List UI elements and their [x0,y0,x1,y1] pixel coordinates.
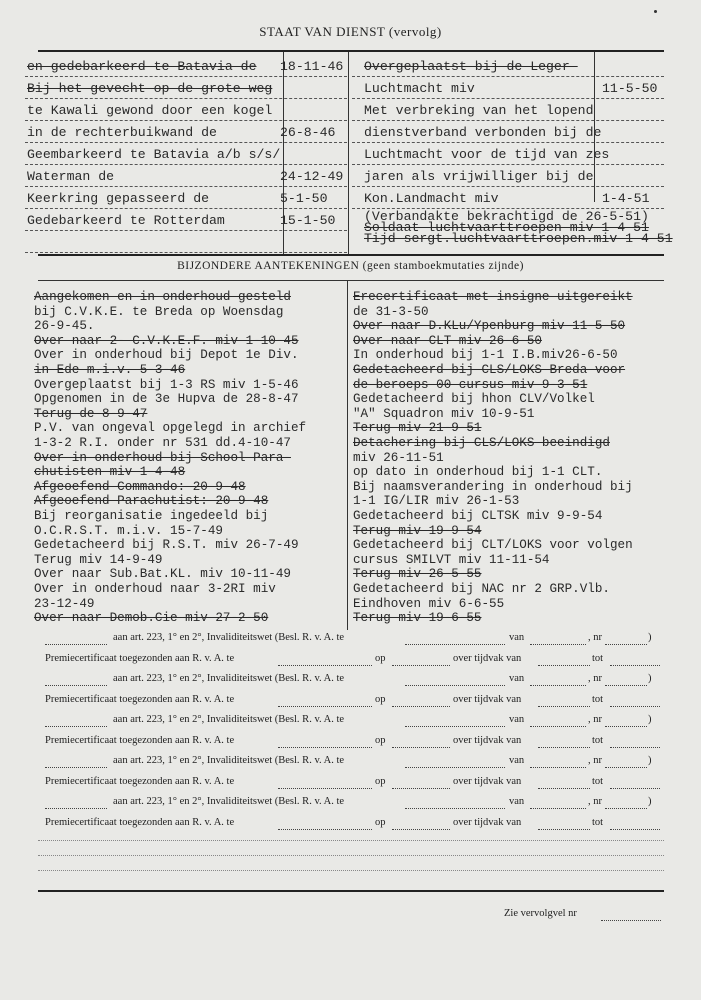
empty-rule [38,840,664,841]
form-blank [405,767,505,768]
note-left-entry: Opgenomen in de 3e Hupva de 28-8-47 [34,392,299,407]
note-left-entry: Over in onderhoud bij Depot 1e Div. [34,348,299,363]
note-left-entry: chutisten miv 1-4-48 [34,465,186,480]
note-left-entry: Terug miv 14-9-49 [34,552,163,567]
service-row-rule [25,98,347,99]
service-entry: in de rechterbuikwand de [27,125,217,140]
note-right-entry: cursus SMILVT miv 11-11-54 [353,552,550,567]
punch-mark [654,10,657,13]
note-right-entry: Terug miv 19-6-55 [353,611,482,626]
form-op-label: op [375,775,386,787]
form-blank [605,726,647,727]
form-blank [45,644,107,645]
form-tijdvak-label: over tijdvak van [453,816,522,828]
note-right-entry: Detachering bij CLS/LOKS beeindigd [353,436,610,450]
service-row-rule [25,186,347,187]
form-blank [610,665,660,666]
form-blank [392,788,450,789]
form-tot-label: tot [592,775,604,787]
service-right-date: 11-5-50 [602,81,658,96]
form-blank [45,726,107,727]
form-nr-label: , nr [588,755,602,766]
service-row-rule [352,142,664,143]
form-blank [530,767,586,768]
note-right-entry: Bij naamsverandering in onderhoud bij [353,479,633,494]
note-left-entry: O.C.R.S.T. m.i.v. 15-7-49 [34,523,223,538]
form-invalid-text: aan art. 223, 1° en 2°, Invaliditeitswet (Besl. R. v. A. te [113,632,345,643]
form-blank [530,644,586,645]
header-rule [38,50,664,52]
service-right-entry: Luchtmacht miv [364,81,475,96]
note-right-entry: Terug miv 21-9-51 [353,421,482,436]
note-right-entry: Over naar D.KLu/Ypenburg miv 11-5-50 [353,319,626,334]
service-row-rule [25,142,347,143]
form-van-label: van [509,796,525,807]
form-tijdvak-label: over tijdvak van [453,775,522,787]
note-right-entry: Gedetacheerd bij CLS/LOKS Breda voor [353,363,626,377]
form-blank [605,644,647,645]
form-blank [610,829,660,830]
note-left-entry: 26-9-45. [34,319,95,334]
form-blank [45,767,107,768]
service-right-entry: Kon.Landmacht miv [364,191,499,206]
service-entry-date: 15-1-50 [280,213,336,228]
form-blank [278,665,372,666]
form-van-label: van [509,632,525,643]
note-left-entry: Terug de 8-9-47 [34,406,148,421]
service-right-entry: Soldaat luchtvaarttroepen miv 1-4-51 [364,220,649,235]
service-row-rule [25,120,347,121]
note-left-entry: Over naar Demob.Cie miv 27-2-50 [34,611,269,626]
note-left-entry: 1-3-2 R.I. onder nr 531 dd.4-10-47 [34,436,291,450]
note-right-entry: Gedetacheerd bij NAC nr 2 GRP.Vlb. [353,582,610,596]
form-blank [605,685,647,686]
note-left-entry: Bij reorganisatie ingedeeld bij [34,509,269,523]
note-left-entry: in Ede m.i.v. 5-3-46 [34,363,186,377]
service-entry: Keerkring gepasseerd de [27,191,210,206]
form-blank [45,685,107,686]
form-blank [278,788,372,789]
note-left-entry: Gedetacheerd bij R.S.T. miv 26-7-49 [34,538,299,553]
form-blank [405,685,505,686]
service-row-rule [25,164,347,165]
form-tot-label: tot [592,734,604,746]
form-blank [278,747,372,748]
form-nr-label: , nr [588,632,602,643]
form-van-label: van [509,673,525,684]
service-right-entry: (Verbandakte bekrachtigd de 26-5-51) [364,209,649,224]
note-left-entry: P.V. van ongeval opgelegd in archief [34,421,307,436]
service-row-rule [352,76,664,77]
form-blank [530,685,586,686]
form-op-label: op [375,652,386,664]
form-close: ) [648,796,652,807]
form-invalid-text: aan art. 223, 1° en 2°, Invaliditeitswet (Besl. R. v. A. te [113,755,345,766]
service-entry: Gedebarkeerd te Rotterdam [27,213,225,228]
form-blank [605,767,647,768]
note-right-entry: Eindhoven miv 6-6-55 [353,596,505,611]
form-blank [538,706,590,707]
form-blank [610,747,660,748]
form-op-label: op [375,816,386,828]
note-left-entry: 23-12-49 [34,596,95,611]
service-entry: te Kawali gewond door een kogel [27,103,273,118]
form-blank [278,706,372,707]
empty-rule [38,870,664,871]
service-row-rule [25,208,347,209]
form-blank [530,726,586,727]
form-op-label: op [375,734,386,746]
form-blank [405,644,505,645]
form-close: ) [648,755,652,766]
form-tot-label: tot [592,693,604,705]
form-premie-text: Premiecertificaat toegezonden aan R. v. A. te [45,734,235,746]
note-left-entry: Over naar Sub.Bat.KL. miv 10-11-49 [34,567,291,582]
note-right-entry: Terug miv 26-5-55 [353,567,482,582]
service-right-entry: Overgeplaatst bij de Leger- [364,59,578,74]
form-van-label: van [509,755,525,766]
note-left-entry: Aangekomen en in onderhoud gesteld [34,290,291,304]
note-right-entry: 1-1 IG/LIR miv 26-1-53 [353,494,520,509]
service-row-rule [352,186,664,187]
note-right-entry: op dato in onderhoud bij 1-1 CLT. [353,465,603,480]
service-right-entry: Tijd sergt.luchtvaarttroepen.miv 1-4-51 [364,231,673,246]
note-right-entry: In onderhoud bij 1-1 I.B.miv26-6-50 [353,348,618,363]
continuation-label: Zie vervolgvel nr [504,908,577,919]
service-divider [348,52,349,254]
form-blank [538,665,590,666]
form-premie-text: Premiecertificaat toegezonden aan R. v. A. te [45,816,235,828]
form-blank [392,747,450,748]
note-right-entry: de beroeps 00 cursus miv 9-3-51 [353,377,588,392]
form-op-label: op [375,693,386,705]
form-close: ) [648,632,652,643]
form-tijdvak-label: over tijdvak van [453,652,522,664]
form-blank [392,706,450,707]
note-right-entry: de 31-3-50 [353,304,429,319]
notes-divider [347,280,348,630]
form-invalid-text: aan art. 223, 1° en 2°, Invaliditeitswet (Besl. R. v. A. te [113,714,345,725]
note-left-entry: Over in onderhoud naar 3-2RI miv [34,582,276,596]
service-entry-date: 24-12-49 [280,169,344,184]
note-left-entry: Over in onderhoud bij School Para- [34,450,291,465]
service-entry: Waterman de [27,169,115,184]
service-entry-date: 5-1-50 [280,191,328,206]
note-left-entry: Overgeplaatst bij 1-3 RS miv 1-5-46 [34,377,299,392]
form-blank [392,829,450,830]
form-blank [530,808,586,809]
service-row-rule [25,76,347,77]
form-blank [610,788,660,789]
form-blank [45,808,107,809]
page-title: STAAT VAN DIENST (vervolg) [259,24,442,39]
form-invalid-text: aan art. 223, 1° en 2°, Invaliditeitswet (Besl. R. v. A. te [113,673,345,684]
form-blank [405,726,505,727]
service-entry-date: 26-8-46 [280,125,336,140]
note-right-entry: Gedetacheerd bij hhon CLV/Volkel [353,392,595,407]
service-right-entry: Luchtmacht voor de tijd van zes [364,147,610,162]
service-row-rule [352,120,664,121]
service-entry: Geembarkeerd te Batavia a/b s/s/ [27,147,281,162]
note-left-entry: Over naar 2- C.V.K.E.F. miv 1-10-45 [34,333,299,348]
form-blank [392,665,450,666]
section-rule [38,254,664,256]
form-tot-label: tot [592,652,604,664]
form-blank [538,747,590,748]
service-row-rule [352,164,664,165]
form-blank [538,829,590,830]
form-tijdvak-label: over tijdvak van [453,734,522,746]
form-nr-label: , nr [588,796,602,807]
service-right-entry: Met verbreking van het lopend [364,103,594,118]
note-right-entry: Erecertificaat met insigne uitgereikt [353,290,633,304]
note-right-entry: Gedetacheerd bij CLT/LOKS voor volgen [353,538,633,553]
service-entry: en gedebarkeerd te Batavia de [27,59,257,74]
form-nr-label: , nr [588,714,602,725]
note-right-entry: "A" Squadron miv 10-9-51 [353,406,535,421]
form-premie-text: Premiecertificaat toegezonden aan R. v. A. te [45,775,235,787]
form-blank [610,706,660,707]
note-left-entry: bij C.V.K.E. te Breda op Woensdag [34,304,284,319]
bottom-rule [38,890,664,892]
form-close: ) [648,714,652,725]
form-blank [538,788,590,789]
service-row-rule [25,252,347,253]
form-invalid-text: aan art. 223, 1° en 2°, Invaliditeitswet (Besl. R. v. A. te [113,796,345,807]
note-right-entry: Over naar CLT miv 26-6-50 [353,333,542,348]
note-left-entry: Afgeoefend Commando: 20-9-48 [34,479,246,494]
form-tijdvak-label: over tijdvak van [453,693,522,705]
form-tot-label: tot [592,816,604,828]
form-close: ) [648,673,652,684]
continuation-blank [601,920,661,921]
service-entry-date: 18-11-46 [280,59,344,74]
service-row-rule [352,98,664,99]
section-title-notes: BIJZONDERE AANTEKENINGEN (geen stamboekmutaties zijnde) [177,260,524,272]
note-right-entry: Terug miv 19-9-54 [353,523,482,538]
service-right-entry: dienstverband verbonden bij de [364,125,602,140]
service-entry: Bij het gevecht op de grote weg [27,81,273,96]
form-blank [405,808,505,809]
form-nr-label: , nr [588,673,602,684]
empty-rule [38,855,664,856]
form-blank [278,829,372,830]
service-row-rule [25,230,347,231]
notes-top-rule [38,280,664,281]
note-right-entry: miv 26-11-51 [353,450,444,465]
form-premie-text: Premiecertificaat toegezonden aan R. v. A. te [45,652,235,664]
form-premie-text: Premiecertificaat toegezonden aan R. v. A. te [45,693,235,705]
service-right-date: 1-4-51 [602,191,650,206]
note-right-entry: Gedetacheerd bij CLTSK miv 9-9-54 [353,509,603,523]
form-van-label: van [509,714,525,725]
service-right-entry: jaren als vrijwilliger bij de [364,169,594,184]
note-left-entry: Afgeoefend Parachutist: 20-9-48 [34,494,269,509]
form-blank [605,808,647,809]
